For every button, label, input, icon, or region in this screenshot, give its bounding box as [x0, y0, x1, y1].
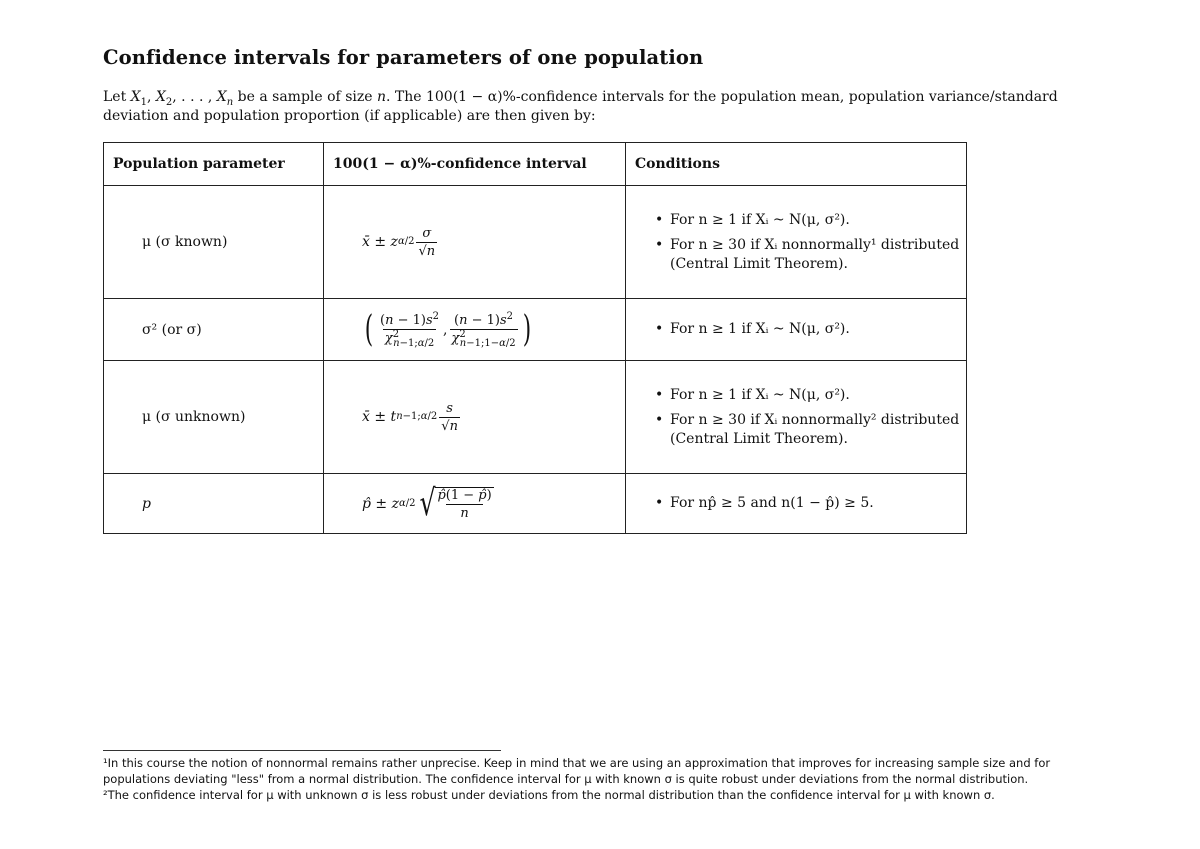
header-confidence-interval: 100(1 − α)%-confidence interval	[324, 143, 626, 186]
list-item: • For n ≥ 30 if Xᵢ nonnormally² distributed (Central Limit Theorem).	[670, 411, 966, 449]
formula-cell-variance: ( $\frac{(n - 1)s^2}{\chi^2_{n-1;\alpha/2}}$ , $\frac{(n - 1)s^2}{\chi^2_{n-1;1-\alpha/2}}$ )	[324, 299, 626, 361]
list-item: • For n ≥ 30 if Xᵢ nonnormally¹ distributed (Central Limit Theorem).	[670, 236, 966, 274]
intro-paragraph: Let $X_1$, $X_2$, . . . , $X_n$ be a sample of size n. The 100(1 − α)%-confidence intervals for the population mean, population variance/standard deviation and population proportion (if applicable) are then given by:	[103, 89, 1058, 124]
list-item: • For n ≥ 1 if Xᵢ ~ N(μ, σ²).	[670, 211, 966, 230]
conditions-cell	[626, 361, 967, 474]
conditions-cell	[626, 474, 967, 534]
footnote-2: ²The confidence interval for μ with unknown σ is less robust under deviations from the normal distribution than the confidence interval for μ with known σ.	[103, 788, 995, 802]
table-header-row	[104, 143, 967, 186]
table-row	[104, 299, 967, 361]
header-population-parameter: Population parameter	[104, 143, 324, 186]
param-cell: μ (σ known)	[104, 186, 324, 299]
param-cell: p	[104, 474, 324, 534]
formula-cell-mean-known: x̄ ± z α/2 $\frac{\sigma}{√n}$	[324, 186, 626, 299]
formula-cell-mean-unknown: x̄ ± t n−1;α/2 $\frac{s}{√n}$	[324, 361, 626, 474]
table-row	[104, 474, 967, 534]
list-item: • For n ≥ 1 if Xᵢ ~ N(μ, σ²).	[670, 386, 966, 405]
conditions-cell	[626, 299, 967, 361]
confidence-interval-table	[103, 142, 967, 534]
page-title: Confidence intervals for parameters of one population	[103, 46, 704, 69]
table-row	[104, 361, 967, 474]
formula-cell-proportion: p̂ ± z α/2 √ $\frac{p̂(1 - p̂)}{n}$	[324, 474, 626, 534]
header-conditions: Conditions	[626, 143, 967, 186]
param-cell: σ² (or σ)	[104, 299, 324, 361]
footnote-divider	[103, 750, 501, 751]
table-row	[104, 186, 967, 299]
list-item: • For n ≥ 1 if Xᵢ ~ N(μ, σ²).	[670, 320, 966, 339]
list-item: • For np̂ ≥ 5 and n(1 − p̂) ≥ 5.	[670, 494, 966, 513]
footnote-1: ¹In this course the notion of nonnormal remains rather unprecise. Keep in mind that we are using an approximation that improves for increasing sample size and for populations deviating "less" from a normal distribution. The confidence interval for μ with known σ is quite robust under deviations from the normal distribution.	[103, 756, 1051, 786]
param-cell: μ (σ unknown)	[104, 361, 324, 474]
conditions-cell	[626, 186, 967, 299]
